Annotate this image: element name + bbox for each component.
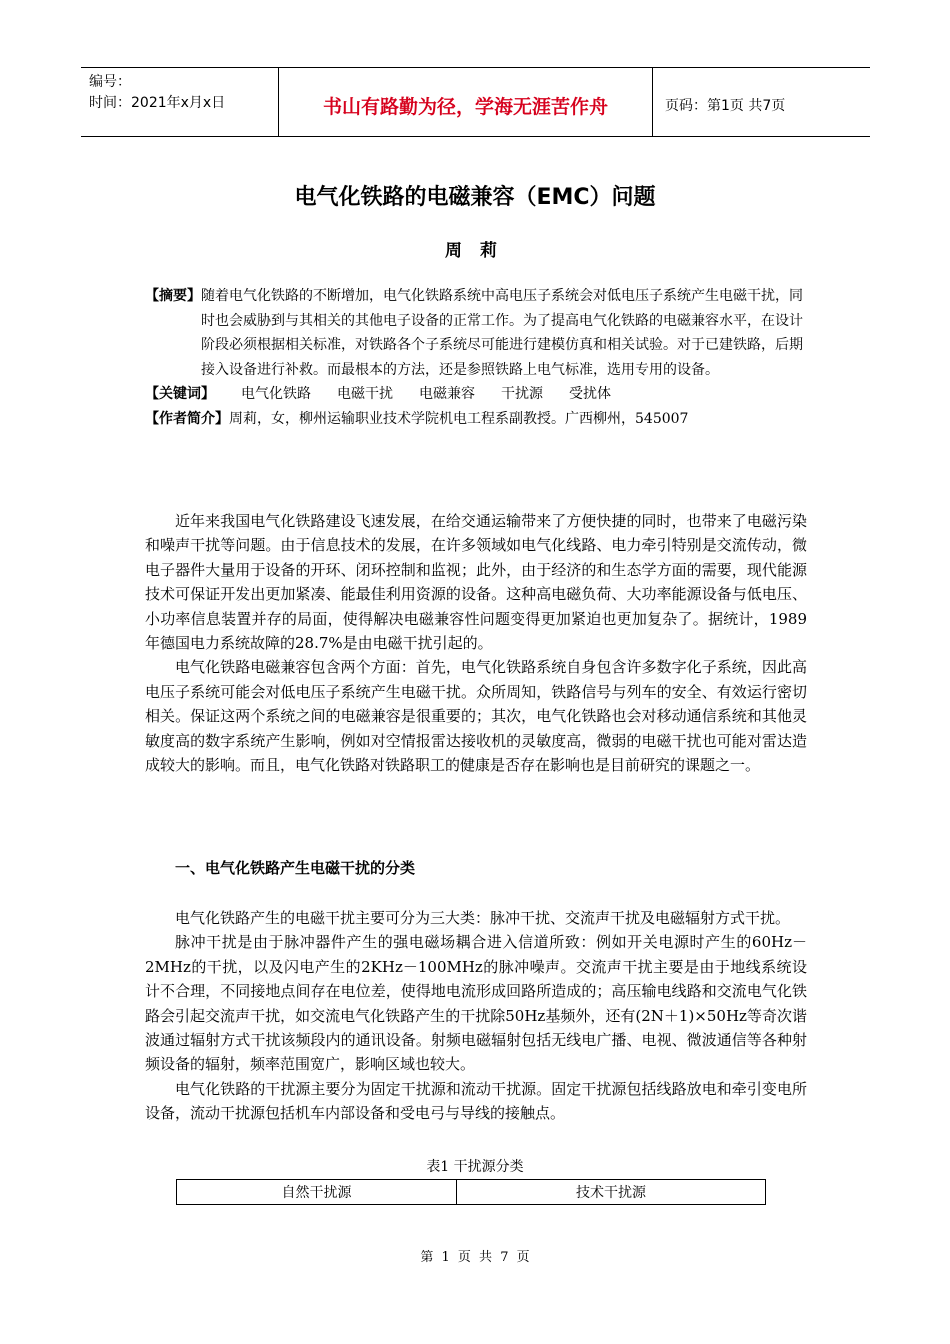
paragraph: 脉冲干扰是由于脉冲器件产生的强电磁场耦合进入信道所致：例如开关电源时产生的60Hz－2MHz的干扰，以及闪电产生的2KHz－100MHz的脉冲噪声。交流声干扰主要是由于地线系统设计不合理，不同接地点间存在电位差，使得地电流形成回路所造成的；高压输电线路和交流电气化铁路会引起交流声干扰，如交流电气化铁路产生的干扰除50Hz基频外，还有(2N＋1)×50Hz等奇次谐波通过辐射方式干扰该频段内的通讯设备。射频电磁辐射包括无线电广播、电视、微波通信等各种射频设备的辐射，频率范围宽广，影响区域也较大。 — [145, 933, 807, 1074]
header-meta — [81, 68, 279, 136]
keyword-item: 受扰体 — [569, 386, 611, 402]
page-title: 电气化铁路的电磁兼容（EMC）问题 — [294, 185, 656, 210]
header-number: 编号： — [89, 74, 131, 90]
keyword-item: 电磁兼容 — [419, 386, 475, 402]
author-intro-row — [145, 407, 815, 432]
section-heading: 一、电气化铁路产生电磁干扰的分类 — [175, 859, 416, 877]
author-intro-label: 【作者简介】 — [145, 410, 229, 427]
table-header-cell: 自然干扰源 — [177, 1180, 457, 1205]
interference-source-table — [176, 1179, 766, 1205]
document-header — [81, 67, 870, 137]
header-time: 时间：2021年x月x日 — [89, 95, 226, 111]
table-caption: 表1 干扰源分类 — [426, 1159, 524, 1175]
author-name: 周莉 — [445, 241, 515, 261]
keyword-item: 电磁干扰 — [337, 386, 393, 402]
keywords-label: 【关键词】 — [145, 386, 215, 402]
keywords-row — [145, 382, 815, 407]
header-motto: 书山有路勤为径，学海无涯苦作舟 — [279, 68, 653, 136]
paragraph: 近年来我国电气化铁路建设飞速发展，在给交通运输带来了方便快捷的同时，也带来了电磁污染和噪声干扰等问题。由于信息技术的发展，在许多领域如电气化线路、电力牵引特别是交流传动，微电子器件大量用于设备的开环、闭环控制和监视；此外，由于经济的和生态学方面的需要，现代能源技术可保证开发出更加紧凑、能最佳利用资源的设备。这种高电磁负荷、大功率能源设备与低电压、小功率信息装置并存的局面，使得解决电磁兼容性问题变得更加紧迫也更加复杂了。据统计，1989年德国电力系统故障的28.7%是由电磁干扰引起的。 — [145, 512, 807, 653]
page-footer: 第 1 页 共 7 页 — [420, 1250, 530, 1265]
paragraph: 电气化铁路的干扰源主要分为固定干扰源和流动干扰源。固定干扰源包括线路放电和牵引变电所设备，流动干扰源包括机车内部设备和受电弓与导线的接触点。 — [145, 1079, 807, 1123]
abstract-block — [145, 284, 815, 431]
abstract-label: 【摘要】 — [145, 288, 201, 304]
table-header-cell: 技术干扰源 — [457, 1180, 766, 1205]
paragraph: 电气化铁路电磁兼容包含两个方面：首先，电气化铁路系统自身包含许多数字化子系统，因此高电压子系统可能会对低电压子系统产生电磁干扰。众所周知，铁路信号与列车的安全、有效运行密切相关。保证这两个系统之间的电磁兼容是很重要的；其次，电气化铁路也会对移动通信系统和其他灵敏度高的数字系统产生影响，例如对空情报雷达接收机的灵敏度高，微弱的电磁干扰也可能对雷达造成较大的影响。而且，电气化铁路对铁路职工的健康是否存在影响也是目前研究的课题之一。 — [145, 658, 807, 775]
abstract-row — [145, 284, 815, 382]
intro-body — [145, 509, 807, 777]
keyword-item: 干扰源 — [501, 386, 543, 402]
keyword-item: 电气化铁路 — [241, 386, 311, 402]
table-header-row — [177, 1180, 766, 1205]
section-body — [145, 906, 807, 1126]
author-intro-text: 周莉，女，柳州运输职业技术学院机电工程系副教授。广西柳州，545007 — [229, 410, 689, 427]
header-page-info: 页码：第1页 共7页 — [665, 98, 786, 114]
paragraph: 电气化铁路产生的电磁干扰主要可分为三大类：脉冲干扰、交流声干扰及电磁辐射方式干扰。 — [175, 909, 791, 927]
abstract-text: 随着电气化铁路的不断增加，电气化铁路系统中高电压子系统会对低电压子系统产生电磁干扰，同时也会威胁到与其相关的其他电子设备的正常工作。为了提高电气化铁路的电磁兼容水平，在设计阶段必须根据相关标准，对铁路各个子系统尽可能进行建模仿真和相关试验。对于已建铁路，后期接入设备进行补救。而最根本的方法，还是参照铁路上电气标准，选用专用的设备。 — [201, 288, 803, 378]
